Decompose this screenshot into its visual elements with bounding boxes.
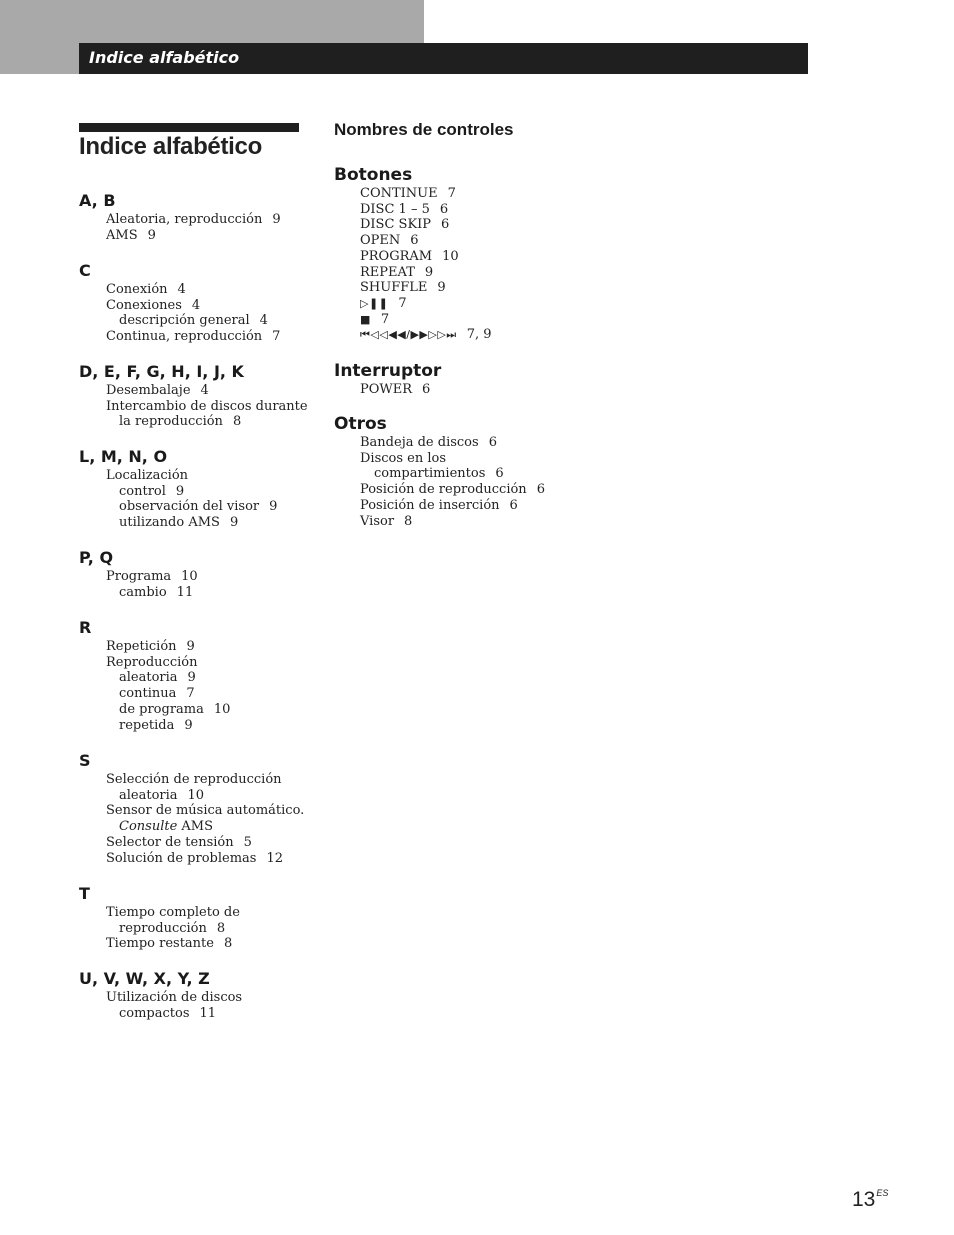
controls-entry-text: SHUFFLE [360, 280, 428, 296]
controls-group [334, 164, 492, 343]
controls-entry [334, 498, 545, 514]
controls-entry-text: ■ [360, 312, 371, 326]
index-entry [79, 298, 280, 314]
index-entry [79, 282, 280, 298]
index-entry-text: Sensor de música automático. [106, 803, 305, 819]
controls-entry-page: 7 [380, 311, 390, 327]
index-entry-list [79, 468, 277, 531]
index-entry-page: 5 [243, 834, 252, 850]
index-section-heading: C [79, 261, 91, 280]
index-entry-page: 9 [272, 212, 281, 227]
index-entry [79, 499, 277, 515]
index-entry-page: 12 [266, 850, 284, 866]
controls-group-heading: Botones [334, 165, 413, 185]
controls-entry-text: ▷❚❚ [360, 296, 389, 310]
index-entry-page: 4 [177, 282, 186, 297]
index-entry-text: Desembalaje [106, 383, 191, 398]
section-header-bar [79, 43, 808, 74]
controls-entry [334, 382, 441, 398]
index-section [79, 617, 230, 733]
index-entry-page: 8 [216, 920, 226, 936]
index-entry-text: aleatoria [119, 670, 178, 686]
controls-entry-page: 6 [410, 233, 419, 249]
title-rule [79, 123, 299, 132]
controls-entry-text: ⏮◁◁◀◀/▶▶▷▷⏭ [360, 328, 457, 342]
index-entry-text: utilizando AMS [119, 515, 220, 531]
index-section [79, 750, 304, 866]
index-entry-list [79, 990, 242, 1021]
controls-entry [334, 435, 545, 451]
controls-entry [334, 451, 545, 467]
index-entry-page: 9 [187, 670, 196, 686]
controls-entry [334, 280, 492, 296]
index-entry-page: 10 [213, 701, 231, 717]
index-section-heading: D, E, F, G, H, I, J, K [79, 362, 244, 381]
index-section-heading: R [79, 618, 92, 637]
index-entry-text: Tiempo completo de [106, 905, 240, 920]
controls-entry-text: Visor [360, 513, 395, 529]
index-entry [79, 228, 281, 244]
controls-entry-text: Bandeja de discos [360, 435, 479, 450]
index-section-heading: A, B [79, 191, 116, 210]
index-section-heading: L, M, N, O [79, 447, 168, 466]
controls-entry [334, 186, 492, 202]
controls-entry-list [334, 186, 492, 343]
controls-entry [334, 482, 545, 498]
index-entry-text: Repetición [106, 639, 177, 654]
index-entry-page: 9 [269, 499, 278, 515]
index-entry-page: 7 [272, 329, 281, 345]
controls-entry [334, 249, 492, 265]
index-entry-list [79, 905, 240, 952]
controls-entry [334, 265, 492, 281]
index-entry-list [79, 212, 281, 243]
index-entry-text: Reproducción [106, 654, 198, 670]
page-number [852, 1188, 888, 1212]
index-entry-text: la reproducción [119, 414, 223, 430]
index-entry [79, 484, 277, 500]
index-section [79, 883, 240, 952]
controls-title: Nombres de controles [334, 120, 514, 139]
index-entry-list [79, 639, 230, 733]
controls-entry-text: REPEAT [360, 264, 415, 280]
controls-entry-text: PROGRAM [360, 248, 433, 264]
page-number-value: 13 [852, 1188, 876, 1211]
index-entry-text: Aleatoria, reproducción [106, 212, 263, 227]
index-entry-page: 8 [223, 936, 233, 952]
index-entry [79, 468, 277, 484]
controls-entry [334, 312, 492, 328]
controls-group [334, 360, 441, 398]
index-section-heading: U, V, W, X, Y, Z [79, 969, 210, 988]
index-entry-text: Localización [106, 468, 189, 483]
index-entry-list [79, 383, 308, 430]
index-entry-text: de programa [119, 701, 204, 717]
controls-entry-text: compartimientos [374, 466, 486, 482]
controls-entry [334, 327, 492, 343]
controls-entry-page: 9 [424, 264, 434, 280]
controls-entry [334, 233, 492, 249]
controls-entry-page: 9 [437, 280, 446, 296]
controls-group-heading: Interruptor [334, 361, 442, 381]
controls-entry-page: 8 [404, 513, 413, 529]
index-entry [79, 772, 304, 788]
index-entry [79, 936, 240, 952]
index-entry [79, 383, 308, 399]
index-section-heading: S [79, 751, 91, 770]
controls-entry-text: POWER [360, 382, 413, 397]
controls-entry-page: 6 [509, 497, 518, 513]
controls-entry-page: 6 [536, 482, 545, 498]
index-entry-page: 10 [181, 569, 198, 584]
index-entry [79, 1006, 242, 1022]
index-entry-text: control [119, 483, 166, 499]
controls-entry [334, 514, 545, 530]
controls-entry-list [334, 382, 441, 398]
controls-entry-page: 6 [488, 435, 497, 450]
index-entry-text: compactos [119, 1005, 190, 1021]
index-entry-text: AMS [106, 227, 138, 243]
controls-entry-text: Posición de inserción [360, 497, 500, 513]
index-entry-page: 11 [176, 584, 194, 600]
controls-entry-page: 6 [441, 217, 450, 233]
index-entry [79, 718, 230, 734]
page-title: Indice alfabético [79, 133, 262, 160]
index-entry [79, 670, 230, 686]
index-section [79, 968, 242, 1021]
controls-entry [334, 296, 492, 312]
index-entry-text: Tiempo restante [106, 936, 214, 952]
index-entry [79, 788, 304, 804]
index-entry [79, 212, 281, 228]
controls-entry [334, 217, 492, 233]
index-section-heading: P, Q [79, 548, 114, 567]
index-entry-text: observación del visor [119, 499, 260, 515]
section-header-title: Indice alfabético [89, 48, 240, 67]
index-entry-list [79, 569, 198, 600]
index-entry-text: Solución de problemas [106, 850, 257, 866]
index-entry [79, 585, 198, 601]
index-entry-page: 4 [200, 383, 209, 398]
controls-entry-text: Posición de reproducción [360, 482, 527, 498]
controls-entry-page: 10 [442, 248, 459, 264]
index-section [79, 547, 198, 600]
controls-entry-page: 6 [422, 382, 431, 397]
index-entry-page: 4 [191, 297, 201, 313]
controls-entry-page: 6 [495, 466, 504, 482]
index-entry [79, 329, 280, 345]
index-entry [79, 921, 240, 937]
index-section [79, 446, 277, 531]
controls-entry-list [334, 435, 545, 529]
index-entry [79, 414, 308, 430]
index-entry-text: Consulte AMS [119, 819, 214, 835]
index-section [79, 190, 281, 243]
index-entry-text: reproducción [119, 920, 207, 936]
index-section [79, 361, 308, 430]
controls-entry [334, 466, 545, 482]
index-entry-text: Selección de reproducción [106, 772, 282, 787]
index-entry-page: 8 [232, 414, 242, 430]
index-entry [79, 655, 230, 671]
controls-entry-text: CONTINUE [360, 186, 438, 201]
index-entry-page: 4 [259, 313, 268, 329]
index-entry [79, 702, 230, 718]
page-number-suffix: ES [876, 1188, 889, 1198]
index-entry [79, 686, 230, 702]
index-entry [79, 313, 280, 329]
controls-entry-text: Discos en los [360, 450, 447, 466]
index-entry [79, 819, 304, 835]
index-entry-text: Selector de tensión [106, 834, 234, 850]
controls-group [334, 413, 545, 529]
controls-entry-text: DISC SKIP [360, 217, 432, 233]
controls-entry-page: 7 [447, 186, 456, 201]
index-entry-page: 9 [186, 639, 195, 654]
index-entry [79, 639, 230, 655]
index-entry-page: 10 [187, 787, 205, 803]
index-entry-page: 11 [199, 1005, 217, 1021]
index-entry-list [79, 772, 304, 866]
index-entry [79, 905, 240, 921]
controls-entry-page: 7 [398, 295, 407, 311]
index-section [79, 260, 280, 345]
controls-entry-text: OPEN [360, 233, 401, 249]
index-entry-text: descripción general [119, 313, 250, 329]
controls-entry-text: DISC 1 – 5 [360, 201, 430, 217]
index-entry [79, 569, 198, 585]
index-entry-list [79, 282, 280, 345]
index-entry-text: Programa [106, 569, 172, 584]
controls-entry-page: 7, 9 [466, 327, 492, 343]
index-entry [79, 990, 242, 1006]
index-entry-text: continua [119, 686, 177, 702]
index-entry [79, 851, 304, 867]
index-entry-text: Intercambio de discos durante [106, 398, 308, 414]
controls-entry-page: 6 [439, 201, 449, 217]
index-entry-text: Utilización de discos [106, 990, 243, 1005]
index-entry-page: 9 [229, 515, 239, 531]
index-entry-text: aleatoria [119, 787, 178, 803]
controls-column [334, 119, 594, 529]
index-entry [79, 515, 277, 531]
index-entry [79, 803, 304, 819]
controls-entry [334, 202, 492, 218]
index-entry-page: 9 [184, 717, 193, 733]
index-entry-page: 9 [147, 227, 156, 243]
index-entry-text: cambio [119, 584, 167, 600]
index-entry-page: 9 [175, 483, 185, 499]
index-entry-text: repetida [119, 717, 175, 733]
index-entry [79, 835, 304, 851]
index-entry-page: 7 [186, 686, 195, 702]
index-entry-text: Continua, reproducción [106, 329, 263, 345]
index-section-heading: T [79, 884, 90, 903]
index-entry [79, 399, 308, 415]
index-entry-text: Conexiones [106, 297, 182, 313]
index-entry-text: Conexión [106, 282, 168, 297]
controls-group-heading: Otros [334, 414, 387, 434]
